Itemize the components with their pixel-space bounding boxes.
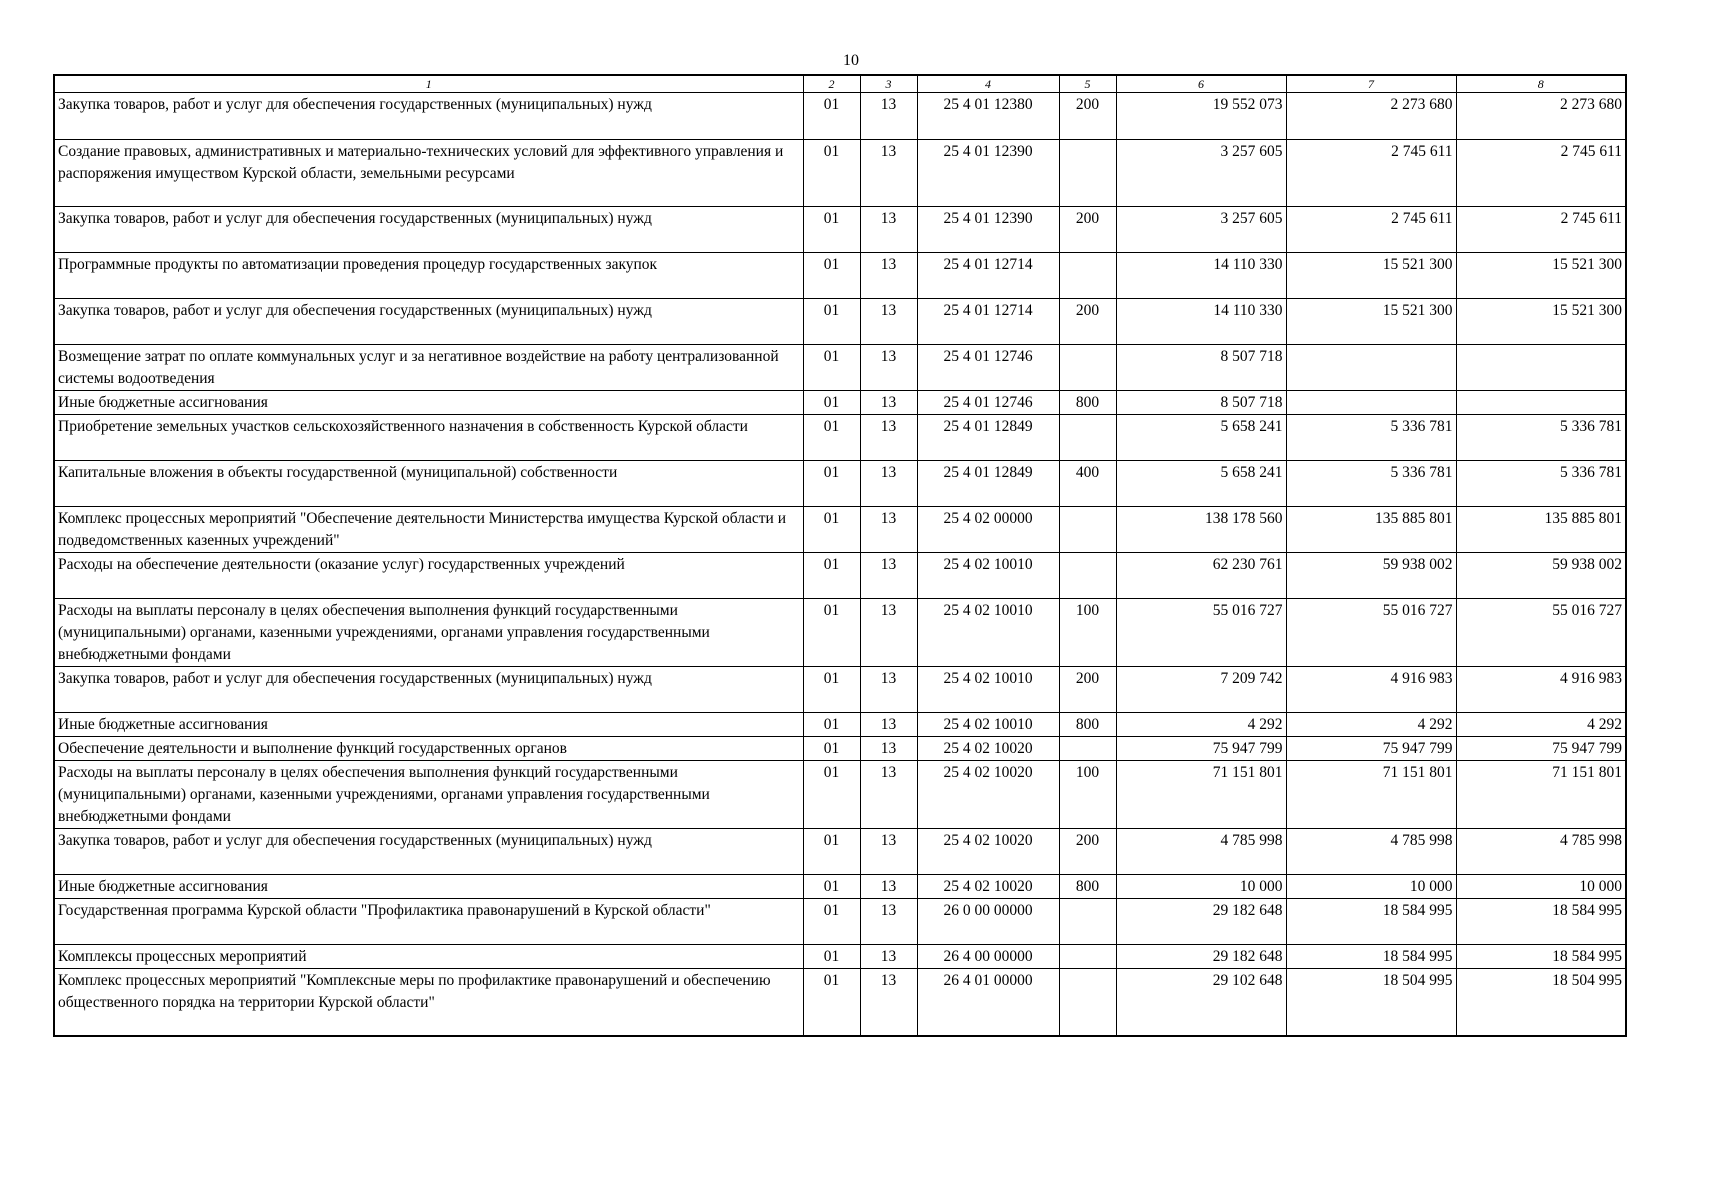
cell-subsection: 13 bbox=[860, 93, 917, 140]
table-row bbox=[54, 945, 1626, 969]
table-row bbox=[54, 253, 1626, 299]
table-row bbox=[54, 345, 1626, 391]
cell-amount-col6: 14 110 330 bbox=[1116, 299, 1286, 345]
cell-amount-col8: 2 745 611 bbox=[1456, 207, 1626, 253]
cell-name: Закупка товаров, работ и услуг для обеспечения государственных (муниципальных) нужд bbox=[54, 93, 803, 140]
cell-section: 01 bbox=[803, 461, 860, 507]
cell-target-article: 25 4 01 12390 bbox=[917, 207, 1059, 253]
cell-amount-col6: 10 000 bbox=[1116, 875, 1286, 899]
cell-subsection: 13 bbox=[860, 140, 917, 207]
cell-amount-col8: 4 785 998 bbox=[1456, 829, 1626, 875]
cell-section: 01 bbox=[803, 599, 860, 667]
cell-target-article: 25 4 02 10020 bbox=[917, 875, 1059, 899]
cell-target-article: 25 4 02 10020 bbox=[917, 737, 1059, 761]
cell-amount-col6: 4 292 bbox=[1116, 713, 1286, 737]
cell-name: Иные бюджетные ассигнования bbox=[54, 391, 803, 415]
cell-amount-col7: 4 292 bbox=[1286, 713, 1456, 737]
cell-expense-type: 100 bbox=[1059, 599, 1116, 667]
cell-expense-type: 200 bbox=[1059, 667, 1116, 713]
cell-section: 01 bbox=[803, 253, 860, 299]
cell-section: 01 bbox=[803, 969, 860, 1036]
cell-target-article: 26 0 00 00000 bbox=[917, 899, 1059, 945]
column-header: 7 bbox=[1286, 75, 1456, 93]
cell-expense-type bbox=[1059, 969, 1116, 1036]
cell-section: 01 bbox=[803, 553, 860, 599]
table-row bbox=[54, 299, 1626, 345]
cell-target-article: 25 4 02 10010 bbox=[917, 553, 1059, 599]
cell-subsection: 13 bbox=[860, 945, 917, 969]
cell-amount-col6: 5 658 241 bbox=[1116, 415, 1286, 461]
table-row bbox=[54, 207, 1626, 253]
cell-target-article: 25 4 01 12390 bbox=[917, 140, 1059, 207]
cell-amount-col8: 4 292 bbox=[1456, 713, 1626, 737]
cell-subsection: 13 bbox=[860, 391, 917, 415]
cell-amount-col6: 3 257 605 bbox=[1116, 207, 1286, 253]
cell-subsection: 13 bbox=[860, 299, 917, 345]
cell-name: Расходы на выплаты персоналу в целях обеспечения выполнения функций государственными (муниципальными) органами, казенными учреждениями, органами управления государственными внебюджетными фондами bbox=[54, 761, 803, 829]
cell-amount-col6: 29 182 648 bbox=[1116, 899, 1286, 945]
cell-section: 01 bbox=[803, 899, 860, 945]
cell-amount-col7: 55 016 727 bbox=[1286, 599, 1456, 667]
cell-name: Капитальные вложения в объекты государственной (муниципальной) собственности bbox=[54, 461, 803, 507]
table-row bbox=[54, 599, 1626, 667]
cell-target-article: 25 4 02 10010 bbox=[917, 667, 1059, 713]
cell-amount-col6: 14 110 330 bbox=[1116, 253, 1286, 299]
table-row bbox=[54, 829, 1626, 875]
cell-target-article: 26 4 00 00000 bbox=[917, 945, 1059, 969]
cell-amount-col6: 29 182 648 bbox=[1116, 945, 1286, 969]
cell-section: 01 bbox=[803, 737, 860, 761]
cell-name: Иные бюджетные ассигнования bbox=[54, 713, 803, 737]
cell-amount-col7 bbox=[1286, 345, 1456, 391]
cell-amount-col7: 2 273 680 bbox=[1286, 93, 1456, 140]
cell-expense-type bbox=[1059, 507, 1116, 553]
cell-amount-col6: 55 016 727 bbox=[1116, 599, 1286, 667]
table-row bbox=[54, 140, 1626, 207]
cell-amount-col7: 5 336 781 bbox=[1286, 415, 1456, 461]
column-header: 5 bbox=[1059, 75, 1116, 93]
cell-subsection: 13 bbox=[860, 207, 917, 253]
cell-section: 01 bbox=[803, 93, 860, 140]
cell-expense-type bbox=[1059, 899, 1116, 945]
cell-amount-col8: 2 745 611 bbox=[1456, 140, 1626, 207]
cell-amount-col8: 18 584 995 bbox=[1456, 899, 1626, 945]
cell-amount-col8 bbox=[1456, 345, 1626, 391]
cell-target-article: 26 4 01 00000 bbox=[917, 969, 1059, 1036]
cell-amount-col6: 5 658 241 bbox=[1116, 461, 1286, 507]
cell-amount-col8: 18 504 995 bbox=[1456, 969, 1626, 1036]
cell-amount-col7: 4 785 998 bbox=[1286, 829, 1456, 875]
cell-amount-col7: 15 521 300 bbox=[1286, 299, 1456, 345]
cell-subsection: 13 bbox=[860, 829, 917, 875]
cell-target-article: 25 4 01 12380 bbox=[917, 93, 1059, 140]
table-row bbox=[54, 667, 1626, 713]
cell-name: Приобретение земельных участков сельскохозяйственного назначения в собственность Курской области bbox=[54, 415, 803, 461]
table-row bbox=[54, 969, 1626, 1036]
cell-name: Расходы на обеспечение деятельности (оказание услуг) государственных учреждений bbox=[54, 553, 803, 599]
cell-target-article: 25 4 01 12746 bbox=[917, 345, 1059, 391]
cell-amount-col6: 62 230 761 bbox=[1116, 553, 1286, 599]
cell-subsection: 13 bbox=[860, 713, 917, 737]
cell-expense-type: 100 bbox=[1059, 761, 1116, 829]
cell-target-article: 25 4 02 00000 bbox=[917, 507, 1059, 553]
cell-name: Программные продукты по автоматизации проведения процедур государственных закупок bbox=[54, 253, 803, 299]
cell-subsection: 13 bbox=[860, 345, 917, 391]
cell-amount-col8 bbox=[1456, 391, 1626, 415]
cell-expense-type: 200 bbox=[1059, 299, 1116, 345]
cell-section: 01 bbox=[803, 415, 860, 461]
cell-amount-col7: 5 336 781 bbox=[1286, 461, 1456, 507]
cell-amount-col7: 2 745 611 bbox=[1286, 207, 1456, 253]
cell-section: 01 bbox=[803, 945, 860, 969]
cell-amount-col7: 135 885 801 bbox=[1286, 507, 1456, 553]
column-header: 3 bbox=[860, 75, 917, 93]
cell-subsection: 13 bbox=[860, 461, 917, 507]
cell-amount-col7: 59 938 002 bbox=[1286, 553, 1456, 599]
cell-amount-col6: 138 178 560 bbox=[1116, 507, 1286, 553]
table-row bbox=[54, 391, 1626, 415]
column-header: 8 bbox=[1456, 75, 1626, 93]
cell-subsection: 13 bbox=[860, 737, 917, 761]
cell-target-article: 25 4 02 10010 bbox=[917, 713, 1059, 737]
cell-expense-type bbox=[1059, 415, 1116, 461]
cell-amount-col8: 75 947 799 bbox=[1456, 737, 1626, 761]
table-row bbox=[54, 875, 1626, 899]
cell-subsection: 13 bbox=[860, 415, 917, 461]
cell-target-article: 25 4 02 10010 bbox=[917, 599, 1059, 667]
cell-expense-type: 800 bbox=[1059, 391, 1116, 415]
table-row bbox=[54, 713, 1626, 737]
cell-amount-col7: 2 745 611 bbox=[1286, 140, 1456, 207]
cell-target-article: 25 4 01 12714 bbox=[917, 299, 1059, 345]
cell-name: Закупка товаров, работ и услуг для обеспечения государственных (муниципальных) нужд bbox=[54, 667, 803, 713]
cell-name: Возмещение затрат по оплате коммунальных услуг и за негативное воздействие на работу централизованной системы водоотведения bbox=[54, 345, 803, 391]
cell-expense-type: 200 bbox=[1059, 93, 1116, 140]
cell-amount-col7: 75 947 799 bbox=[1286, 737, 1456, 761]
cell-name: Закупка товаров, работ и услуг для обеспечения государственных (муниципальных) нужд bbox=[54, 829, 803, 875]
cell-amount-col6: 7 209 742 bbox=[1116, 667, 1286, 713]
table-row bbox=[54, 93, 1626, 140]
cell-amount-col7: 71 151 801 bbox=[1286, 761, 1456, 829]
cell-subsection: 13 bbox=[860, 253, 917, 299]
cell-target-article: 25 4 01 12849 bbox=[917, 461, 1059, 507]
cell-expense-type: 200 bbox=[1059, 829, 1116, 875]
cell-amount-col6: 4 785 998 bbox=[1116, 829, 1286, 875]
cell-expense-type: 400 bbox=[1059, 461, 1116, 507]
cell-subsection: 13 bbox=[860, 553, 917, 599]
cell-target-article: 25 4 02 10020 bbox=[917, 829, 1059, 875]
cell-subsection: 13 bbox=[860, 599, 917, 667]
cell-amount-col7: 18 584 995 bbox=[1286, 899, 1456, 945]
column-header: 2 bbox=[803, 75, 860, 93]
cell-amount-col8: 59 938 002 bbox=[1456, 553, 1626, 599]
cell-expense-type bbox=[1059, 737, 1116, 761]
cell-name: Закупка товаров, работ и услуг для обеспечения государственных (муниципальных) нужд bbox=[54, 207, 803, 253]
cell-section: 01 bbox=[803, 829, 860, 875]
table-row bbox=[54, 737, 1626, 761]
cell-expense-type bbox=[1059, 553, 1116, 599]
cell-amount-col7: 10 000 bbox=[1286, 875, 1456, 899]
cell-name: Закупка товаров, работ и услуг для обеспечения государственных (муниципальных) нужд bbox=[54, 299, 803, 345]
cell-expense-type: 800 bbox=[1059, 713, 1116, 737]
cell-amount-col7: 18 584 995 bbox=[1286, 945, 1456, 969]
cell-section: 01 bbox=[803, 667, 860, 713]
cell-subsection: 13 bbox=[860, 899, 917, 945]
cell-amount-col6: 8 507 718 bbox=[1116, 345, 1286, 391]
cell-target-article: 25 4 01 12849 bbox=[917, 415, 1059, 461]
column-header: 1 bbox=[54, 75, 803, 93]
cell-amount-col7: 18 504 995 bbox=[1286, 969, 1456, 1036]
column-header: 6 bbox=[1116, 75, 1286, 93]
cell-section: 01 bbox=[803, 140, 860, 207]
cell-amount-col6: 29 102 648 bbox=[1116, 969, 1286, 1036]
table-row bbox=[54, 553, 1626, 599]
cell-name: Обеспечение деятельности и выполнение функций государственных органов bbox=[54, 737, 803, 761]
cell-amount-col6: 3 257 605 bbox=[1116, 140, 1286, 207]
cell-amount-col8: 5 336 781 bbox=[1456, 461, 1626, 507]
cell-amount-col6: 75 947 799 bbox=[1116, 737, 1286, 761]
cell-amount-col8: 2 273 680 bbox=[1456, 93, 1626, 140]
cell-amount-col6: 8 507 718 bbox=[1116, 391, 1286, 415]
cell-name: Комплекс процессных мероприятий "Комплексные меры по профилактике правонарушений и обеспечению общественного порядка на территории Курской области" bbox=[54, 969, 803, 1036]
cell-amount-col7 bbox=[1286, 391, 1456, 415]
column-number-row bbox=[54, 75, 1626, 93]
cell-amount-col7: 4 916 983 bbox=[1286, 667, 1456, 713]
cell-name: Комплексы процессных мероприятий bbox=[54, 945, 803, 969]
cell-section: 01 bbox=[803, 713, 860, 737]
cell-name: Создание правовых, административных и материально-технических условий для эффективного управления и распоряжения имуществом Курской области, земельными ресурсами bbox=[54, 140, 803, 207]
cell-expense-type: 800 bbox=[1059, 875, 1116, 899]
cell-target-article: 25 4 01 12714 bbox=[917, 253, 1059, 299]
table-row bbox=[54, 461, 1626, 507]
cell-amount-col6: 19 552 073 bbox=[1116, 93, 1286, 140]
cell-amount-col8: 10 000 bbox=[1456, 875, 1626, 899]
cell-amount-col8: 71 151 801 bbox=[1456, 761, 1626, 829]
cell-expense-type bbox=[1059, 253, 1116, 299]
table-row bbox=[54, 899, 1626, 945]
table-row bbox=[54, 761, 1626, 829]
cell-expense-type bbox=[1059, 945, 1116, 969]
cell-amount-col8: 15 521 300 bbox=[1456, 253, 1626, 299]
cell-name: Расходы на выплаты персоналу в целях обеспечения выполнения функций государственными (муниципальными) органами, казенными учреждениями, органами управления государственными внебюджетными фондами bbox=[54, 599, 803, 667]
cell-section: 01 bbox=[803, 761, 860, 829]
table-row bbox=[54, 507, 1626, 553]
cell-amount-col8: 18 584 995 bbox=[1456, 945, 1626, 969]
cell-section: 01 bbox=[803, 507, 860, 553]
cell-section: 01 bbox=[803, 299, 860, 345]
cell-name: Комплекс процессных мероприятий "Обеспечение деятельности Министерства имущества Курской области и подведомственных казенных учреждений" bbox=[54, 507, 803, 553]
table-row bbox=[54, 415, 1626, 461]
cell-subsection: 13 bbox=[860, 875, 917, 899]
cell-expense-type: 200 bbox=[1059, 207, 1116, 253]
cell-target-article: 25 4 02 10020 bbox=[917, 761, 1059, 829]
cell-amount-col8: 4 916 983 bbox=[1456, 667, 1626, 713]
cell-section: 01 bbox=[803, 207, 860, 253]
cell-name: Государственная программа Курской области "Профилактика правонарушений в Курской области" bbox=[54, 899, 803, 945]
cell-amount-col6: 71 151 801 bbox=[1116, 761, 1286, 829]
cell-section: 01 bbox=[803, 391, 860, 415]
cell-amount-col8: 15 521 300 bbox=[1456, 299, 1626, 345]
cell-subsection: 13 bbox=[860, 969, 917, 1036]
column-header: 4 bbox=[917, 75, 1059, 93]
cell-expense-type bbox=[1059, 140, 1116, 207]
cell-subsection: 13 bbox=[860, 507, 917, 553]
page-number: 10 bbox=[843, 52, 859, 69]
cell-target-article: 25 4 01 12746 bbox=[917, 391, 1059, 415]
cell-amount-col7: 15 521 300 bbox=[1286, 253, 1456, 299]
cell-amount-col8: 55 016 727 bbox=[1456, 599, 1626, 667]
cell-name: Иные бюджетные ассигнования bbox=[54, 875, 803, 899]
cell-amount-col8: 5 336 781 bbox=[1456, 415, 1626, 461]
cell-amount-col8: 135 885 801 bbox=[1456, 507, 1626, 553]
budget-table bbox=[53, 74, 1627, 1037]
cell-subsection: 13 bbox=[860, 761, 917, 829]
cell-section: 01 bbox=[803, 875, 860, 899]
cell-subsection: 13 bbox=[860, 667, 917, 713]
cell-section: 01 bbox=[803, 345, 860, 391]
cell-expense-type bbox=[1059, 345, 1116, 391]
